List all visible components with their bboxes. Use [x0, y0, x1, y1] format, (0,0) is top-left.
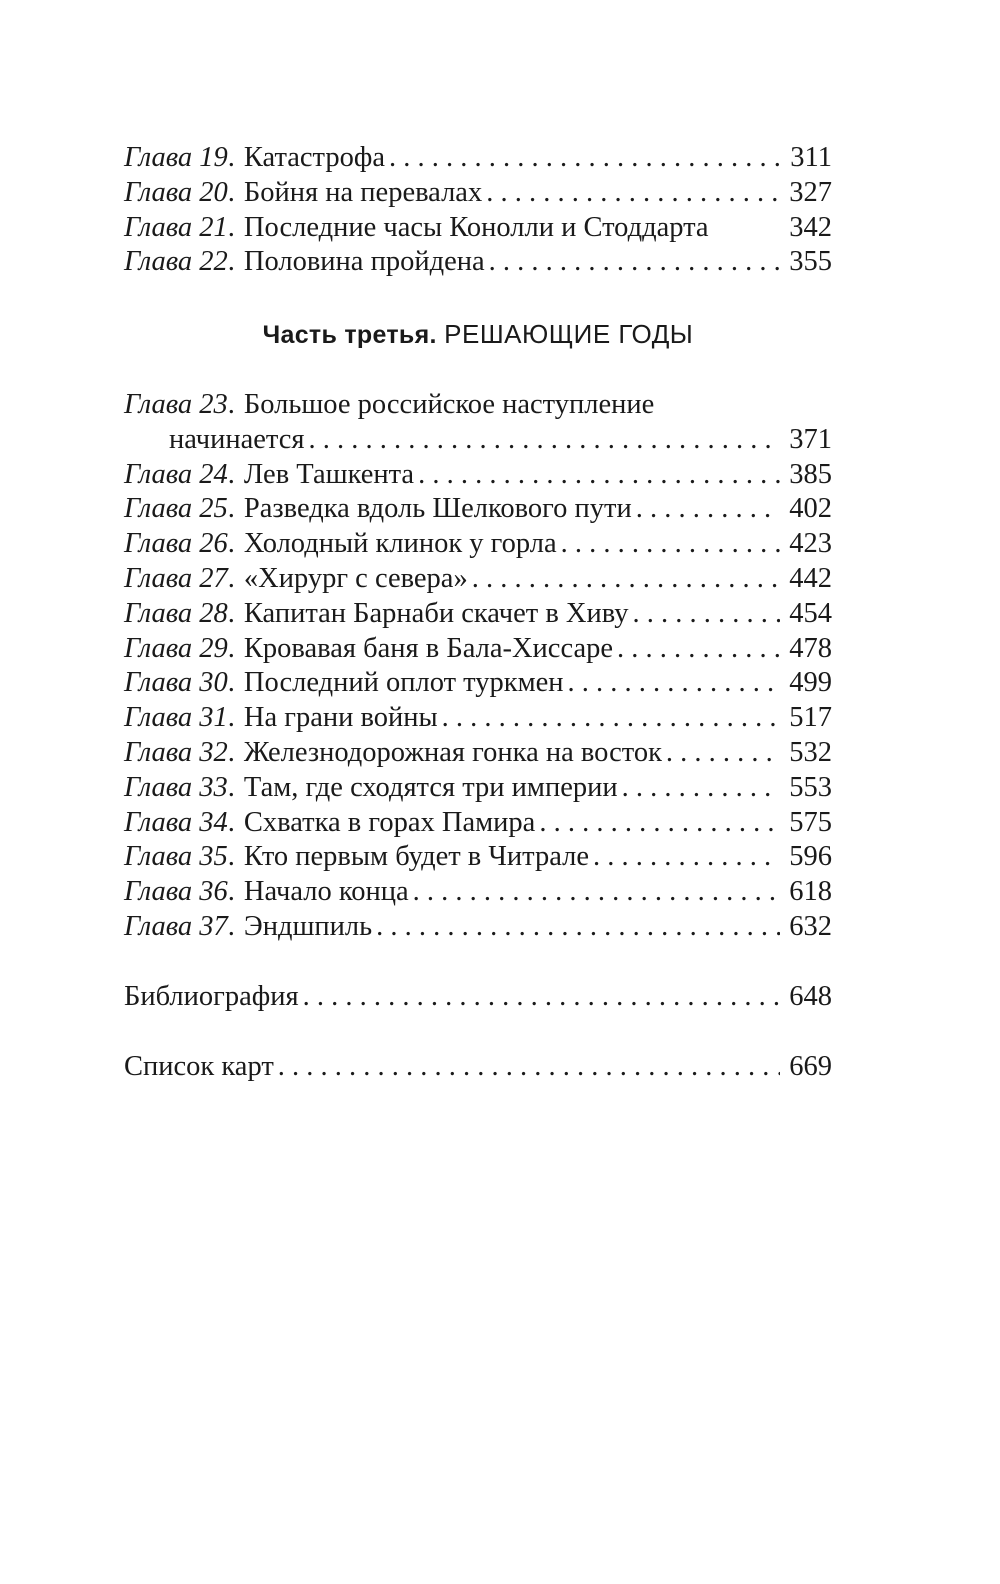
toc-group-part-two — [124, 141, 832, 280]
chapter-title: Последний оплот туркмен — [243, 667, 564, 699]
chapter-title: Большое российское наступление — [243, 388, 655, 420]
leader-dots — [593, 840, 780, 875]
leader-dots — [278, 1050, 780, 1085]
page-number: 517 — [789, 702, 832, 734]
chapter-number: Глава 31 — [124, 702, 228, 734]
leader-dots — [442, 701, 780, 736]
toc-entry-maps[interactable] — [124, 1050, 832, 1085]
page-number: 311 — [790, 142, 832, 173]
chapter-number: Глава 33 — [124, 771, 228, 803]
part-heading — [124, 317, 832, 353]
chapter-number: Глава 28 — [124, 597, 228, 629]
chapter-title: Схватка в горах Памира — [243, 806, 536, 838]
toc-entry-chapter-21[interactable]: Глава 21 . Последние часы Конолли и Стоддарта 342 — [124, 211, 832, 246]
toc-entry-chapter-35[interactable]: Глава 35 . Кто первым будет в Читрале . . . 596 — [124, 840, 832, 875]
toc-entry-chapter-30[interactable]: Глава 30 . Последний оплот туркмен . . . 499 — [124, 666, 832, 701]
chapter-number: Глава 32 — [124, 736, 228, 768]
leader-dots — [472, 562, 780, 597]
toc-entry-chapter-31[interactable]: Глава 31 . На грани войны . . . 517 — [124, 701, 832, 736]
page-number: 596 — [789, 841, 832, 873]
page-number: 371 — [789, 423, 832, 455]
page-number: 342 — [789, 211, 832, 243]
toc-entry-bibliography[interactable] — [124, 980, 832, 1015]
page-number: 454 — [789, 597, 832, 629]
chapter-number: Глава 21 — [124, 211, 228, 243]
chapter-number: Глава 20 — [124, 176, 228, 208]
page-number: 402 — [789, 493, 832, 525]
chapter-number: Глава 35 — [124, 841, 228, 873]
part-label: Часть третья. — [262, 321, 437, 350]
leader-dots — [489, 245, 780, 280]
chapter-number: Глава 22 — [124, 246, 228, 278]
maps-title: Список карт — [124, 1050, 274, 1082]
toc-entry-chapter-36[interactable]: Глава 36 . Начало конца . . . 618 — [124, 875, 832, 910]
toc-entry-chapter-29[interactable]: Глава 29 . Кровавая баня в Бала-Хиссаре . . . 478 — [124, 632, 832, 667]
leader-dots — [617, 632, 780, 667]
page-number: 478 — [789, 632, 832, 664]
page-number: 618 — [789, 876, 832, 908]
chapter-title: Бойня на перевалах — [243, 176, 483, 208]
chapter-number: Глава 34 — [124, 806, 228, 838]
page-number: 442 — [789, 562, 832, 594]
toc-entry-chapter-26[interactable]: Глава 26 . Холодный клинок у горла . . . 423 — [124, 527, 832, 562]
chapter-title: Эндшпиль — [243, 910, 373, 942]
chapter-title: Кто первым будет в Читрале — [243, 841, 589, 873]
leader-dots — [303, 980, 780, 1015]
bibliography-title: Библиография — [124, 980, 299, 1012]
chapter-title: Железнодорожная гонка на восток — [243, 736, 662, 768]
chapter-title: Разведка вдоль Шелкового пути — [243, 493, 632, 525]
leader-dots — [376, 910, 780, 945]
chapter-title: Катастрофа — [243, 142, 385, 173]
page-number: 575 — [789, 806, 832, 838]
chapter-title: Лев Ташкента — [243, 458, 415, 490]
chapter-title: Капитан Барнаби скачет в Хиву — [243, 597, 629, 629]
leader-dots — [622, 771, 780, 806]
chapter-title: Там, где сходятся три империи — [243, 771, 618, 803]
toc-entry-chapter-32[interactable]: Глава 32 . Железнодорожная гонка на восток . . . 532 — [124, 736, 832, 771]
page-number: 355 — [789, 246, 832, 278]
toc-entry-chapter-23-continuation[interactable] — [124, 423, 832, 458]
table-of-contents — [124, 141, 832, 1084]
page-number: 499 — [789, 667, 832, 699]
page-number: 532 — [789, 736, 832, 768]
chapter-title: «Хирург с севера» — [243, 562, 468, 594]
leader-dots — [418, 458, 780, 493]
page-number: 327 — [789, 176, 832, 208]
chapter-number: Глава 29 — [124, 632, 228, 664]
page-number: 632 — [789, 910, 832, 942]
leader-dots — [561, 527, 780, 562]
toc-entry-chapter-25[interactable]: Глава 25 . Разведка вдоль Шелкового пути . . . 402 — [124, 492, 832, 527]
page-number: 385 — [789, 458, 832, 490]
chapter-number: Глава 24 — [124, 458, 228, 490]
page-number: 669 — [789, 1050, 832, 1082]
leader-dots — [636, 492, 780, 527]
toc-group-part-three — [124, 388, 832, 945]
page-number: 648 — [789, 980, 832, 1012]
chapter-title: На грани войны — [243, 702, 438, 734]
leader-dots — [666, 736, 780, 771]
chapter-title: Холодный клинок у горла — [243, 528, 557, 560]
chapter-number: Глава 26 — [124, 528, 228, 560]
chapter-number: Глава 36 — [124, 876, 228, 908]
leader-dots — [486, 176, 780, 211]
chapter-number: Глава 30 — [124, 667, 228, 699]
leader-dots — [568, 666, 780, 701]
leader-dots — [413, 875, 780, 910]
chapter-title: Начало конца — [243, 876, 409, 908]
leader-dots — [632, 597, 780, 632]
spacer — [124, 945, 832, 980]
chapter-number: Глава 19 — [124, 142, 228, 173]
chapter-number: Глава 37 — [124, 910, 228, 942]
chapter-title: Кровавая баня в Бала-Хиссаре — [243, 632, 613, 664]
page-number: 423 — [789, 528, 832, 560]
chapter-title: Последние часы Конолли и Стоддарта — [243, 211, 709, 243]
toc-entry-chapter-20[interactable]: Глава 20 . Бойня на перевалах . . . 327 — [124, 176, 832, 211]
chapter-number: Глава 23 — [124, 388, 228, 420]
spacer — [124, 1015, 832, 1050]
toc-entry-chapter-19[interactable]: Глава 19 . Катастрофа . . . 311 — [124, 141, 832, 176]
toc-entry-chapter-22[interactable]: Глава 22 . Половина пройдена . . . 355 — [124, 245, 832, 280]
toc-entry-chapter-27[interactable]: Глава 27 . «Хирург с севера» . . . 442 — [124, 562, 832, 597]
chapter-number: Глава 25 — [124, 493, 228, 525]
leader-dots — [539, 806, 780, 841]
chapter-number: Глава 27 — [124, 562, 228, 594]
part-title: РЕШАЮЩИЕ ГОДЫ — [444, 319, 694, 350]
toc-entry-chapter-37[interactable]: Глава 37 . Эндшпиль . . . 632 — [124, 910, 832, 945]
chapter-title-continuation: начинается — [169, 423, 305, 455]
chapter-title: Половина пройдена — [243, 246, 485, 278]
toc-entry-chapter-24[interactable]: Глава 24 . Лев Ташкента . . . 385 — [124, 458, 832, 493]
toc-entry-chapter-23[interactable]: Глава 23 . Большое российское наступление — [124, 388, 832, 423]
page-number: 553 — [789, 771, 832, 803]
toc-entry-chapter-34[interactable]: Глава 34 . Схватка в горах Памира . . . 575 — [124, 806, 832, 841]
toc-entry-chapter-33[interactable]: Глава 33 . Там, где сходятся три империи . . . 553 — [124, 771, 832, 806]
leader-dots — [308, 423, 780, 458]
toc-entry-chapter-28[interactable]: Глава 28 . Капитан Барнаби скачет в Хиву . . . 454 — [124, 597, 832, 632]
leader-dots — [389, 141, 780, 176]
